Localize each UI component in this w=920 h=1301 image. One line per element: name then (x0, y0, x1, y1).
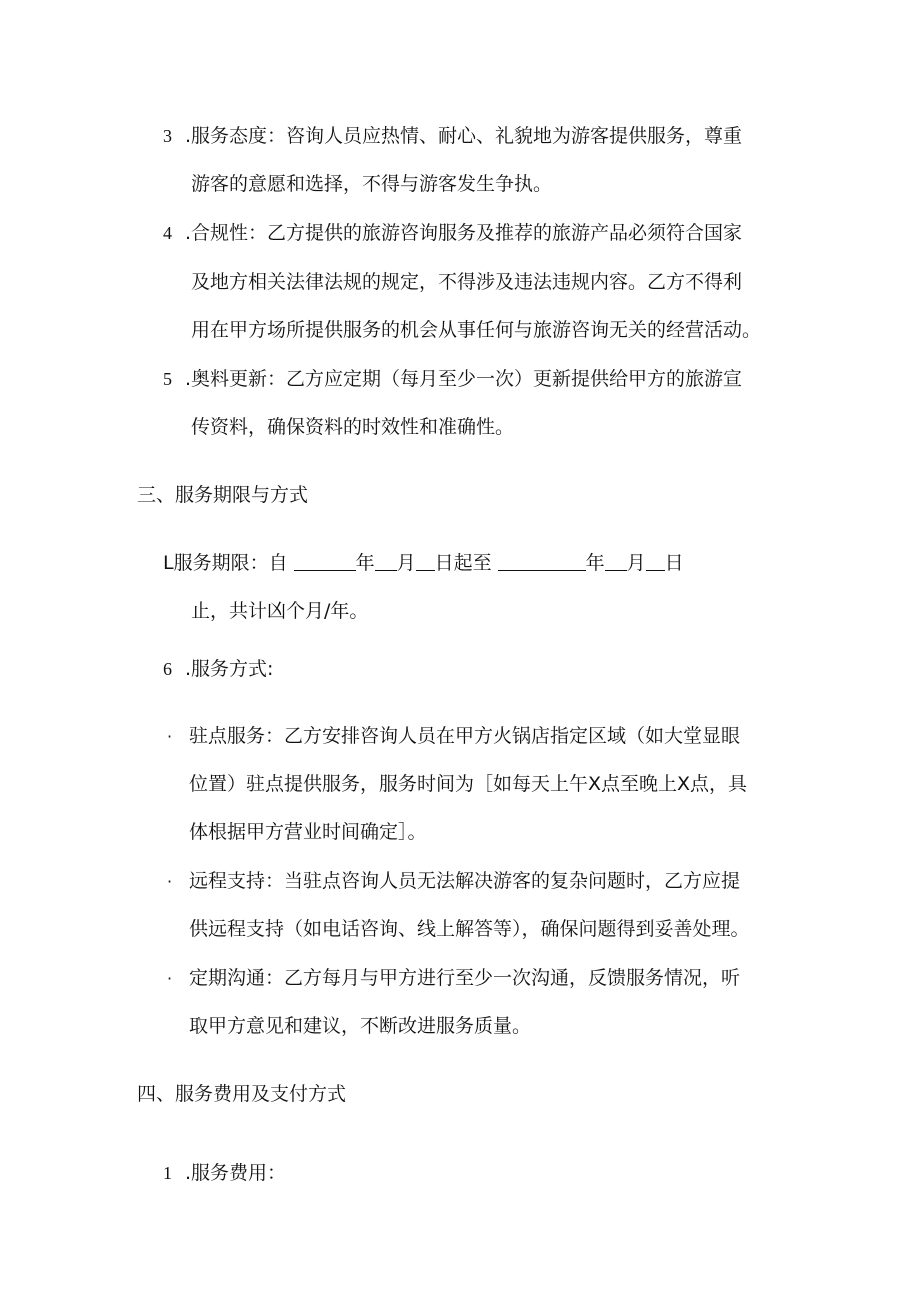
bullet-icon: · (167, 727, 173, 746)
item-4-text: .合规性：乙方提供的旅游咨询服务及推荐的旅游产品必须符合国家 (185, 222, 743, 244)
section-4-heading: 四、服务费用及支付方式 (137, 1083, 347, 1105)
item-3-line-1 (163, 124, 742, 148)
item-5-line-1 (163, 367, 742, 391)
day-blank (646, 552, 665, 571)
term-month-1: 月 (396, 552, 416, 574)
term-prefix: L服务期限：自 (163, 552, 288, 574)
term-day-2: 日 (664, 552, 684, 574)
term-year-2: 年 (585, 552, 605, 574)
item-5-text: .奥料更新：乙方应定期（每月至少一次）更新提供给甲方的旅游宣 (185, 368, 743, 390)
item-3-line-2: 游客的意愿和选择，不得与游客发生争执。 (191, 173, 553, 195)
bullet-2-text: 远程支持：当驻点咨询人员无法解决游客的复杂问题时，乙方应提 (189, 870, 741, 892)
month-blank (375, 552, 397, 571)
item-number: 3 (163, 126, 172, 146)
month-blank (605, 552, 627, 571)
service-term-line-1 (163, 551, 684, 575)
item-number: 6 (163, 659, 172, 679)
term-year-1: 年 (355, 552, 375, 574)
year-blank (498, 552, 586, 571)
term-month-2: 月 (626, 552, 646, 574)
item-number: 5 (163, 369, 172, 389)
bullet-3-text: 定期沟通：乙方每月与甲方进行至少一次沟通，反馈服务情况，听 (189, 967, 741, 989)
section-3-heading: 三、服务期限与方式 (137, 484, 309, 506)
bullet-1-line-1 (167, 724, 740, 749)
item-4-line-2: 及地方相关法律法规的规定，不得涉及违法违规内容。乙方不得利 (191, 271, 743, 293)
day-blank (416, 552, 435, 571)
bullet-1-line-2: 位置）驻点提供服务，服务时间为［如每天上午X点至晚上X点，具 (189, 773, 748, 795)
item-5-line-2: 传资料，确保资料的时效性和准确性。 (191, 416, 515, 438)
bullet-1-line-3: 体根据甲方营业时间确定］。 (189, 821, 427, 843)
bullet-2-line-1 (167, 869, 740, 894)
year-blank (294, 552, 356, 571)
bullet-3-line-1 (167, 966, 740, 991)
service-mode-text: .服务方式: (185, 658, 274, 680)
item-4-line-1 (163, 221, 742, 245)
bullet-3-line-2: 取甲方意见和建议，不断改进服务质量。 (189, 1015, 532, 1037)
service-fee-line (163, 1161, 286, 1185)
service-term-line-2: 止，共计凶个月/年。 (191, 600, 369, 622)
item-3-text: .服务态度：咨询人员应热情、耐心、礼貌地为游客提供服务，尊重 (185, 125, 743, 147)
service-mode-line (163, 657, 273, 681)
bullet-icon: · (167, 872, 173, 891)
item-4-line-3: 用在甲方场所提供服务的机会从事任何与旅游咨询无关的经营活动。 (191, 319, 762, 341)
bullet-1-text: 驻点服务：乙方安排咨询人员在甲方火锅店指定区域（如大堂显眼 (189, 725, 741, 747)
item-number: 4 (163, 223, 172, 243)
bullet-2-line-2: 供远程支持（如电话咨询、线上解答等），确保问题得到妥善处理。 (189, 918, 750, 940)
bullet-icon: · (167, 969, 173, 988)
term-day-1: 日起至 (434, 552, 492, 574)
item-number: 1 (163, 1163, 172, 1183)
service-fee-text: .服务费用： (185, 1162, 287, 1184)
